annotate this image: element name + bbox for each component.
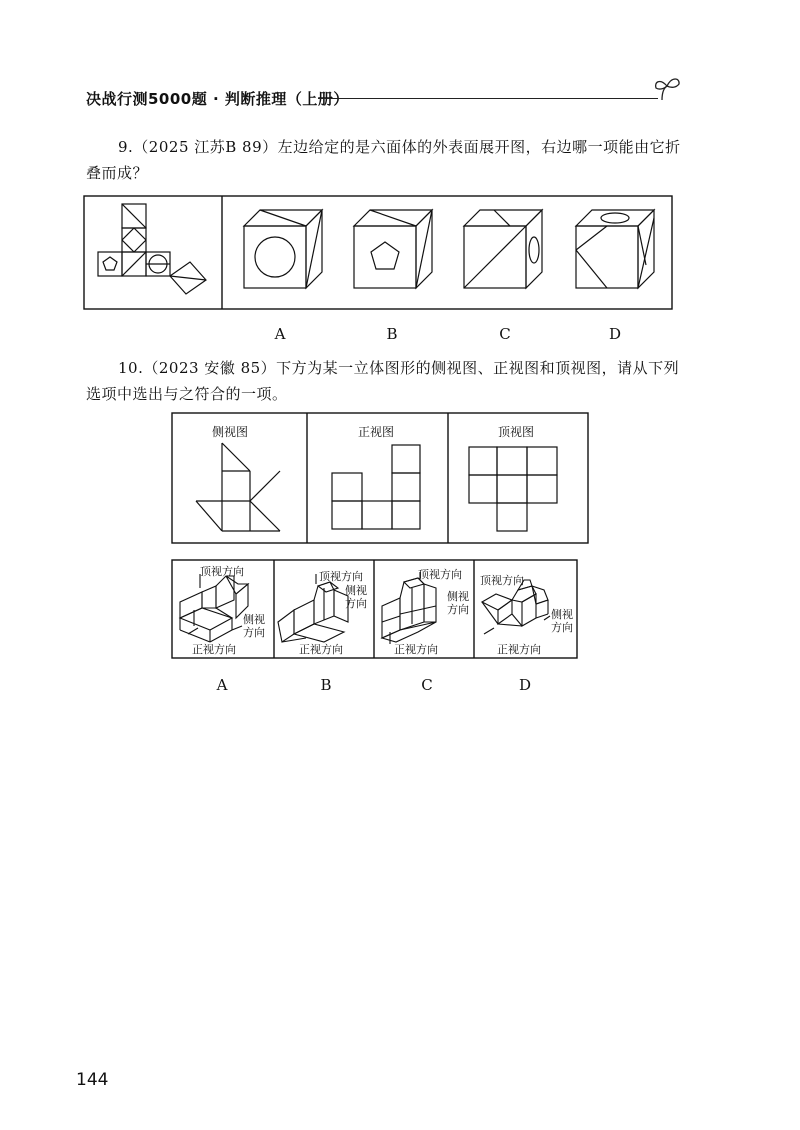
front-view-label: 正视图 (358, 425, 395, 439)
q10-d-front-label: 正视方向 (497, 643, 541, 656)
q10-c-side-label: 侧视方向 (447, 590, 469, 616)
side-view-shape (196, 443, 280, 531)
q10-d-side-label: 侧视方向 (551, 608, 573, 634)
question-10-text: 10.（2023 安徽 85）下方为某一立体图形的侧视图、正视图和顶视图，请从下列选项中选出与之符合的一项。 (86, 359, 680, 403)
q10-b-side-label: 侧视方向 (345, 584, 367, 610)
q9-option-a: A (274, 325, 286, 343)
q10-d-top-label: 顶视方向 (480, 574, 524, 587)
q9-cube-b (354, 210, 432, 288)
q10-a-front-label: 正视方向 (192, 643, 236, 656)
page-number: 144 (76, 1070, 109, 1090)
question-9-text: 9.（2025 江苏B 89）左边给定的是六面体的外表面展开图，右边哪一项能由它折叠而成？ (86, 138, 681, 182)
q10-option-a: A (216, 676, 228, 694)
top-view-label: 顶视图 (498, 425, 535, 439)
q10-solid-b (278, 574, 348, 642)
q10-b-front-label: 正视方向 (299, 643, 343, 656)
q9-net (98, 204, 206, 294)
q9-option-b: B (386, 325, 398, 343)
q10-c-front-label: 正视方向 (394, 643, 438, 656)
q10-solid-d (482, 580, 550, 634)
front-view-shape (332, 445, 420, 529)
q10-option-b: B (320, 676, 332, 694)
q9-cube-a (244, 210, 322, 288)
sprout-icon (650, 72, 684, 102)
q10-solid-c (382, 572, 436, 644)
q10-a-side-label: 侧视方向 (243, 613, 265, 639)
header-title: 决战行测5000题 · 判断推理（上册） (86, 90, 349, 108)
header-rule (318, 98, 658, 99)
q9-option-c: C (499, 325, 511, 343)
question-9-figure (84, 196, 674, 311)
q9-cube-c (464, 210, 542, 288)
q10-solid-a (180, 574, 248, 642)
q9-cube-d (576, 210, 654, 288)
q9-option-d: D (608, 325, 622, 343)
q10-a-top-label: 顶视方向 (200, 565, 244, 578)
side-view-label: 侧视图 (212, 425, 249, 439)
q10-option-c: C (421, 676, 433, 694)
q10-c-top-label: 顶视方向 (418, 568, 462, 581)
q10-b-top-label: 顶视方向 (319, 570, 363, 583)
top-view-shape (469, 447, 557, 531)
q10-option-d: D (518, 676, 532, 694)
